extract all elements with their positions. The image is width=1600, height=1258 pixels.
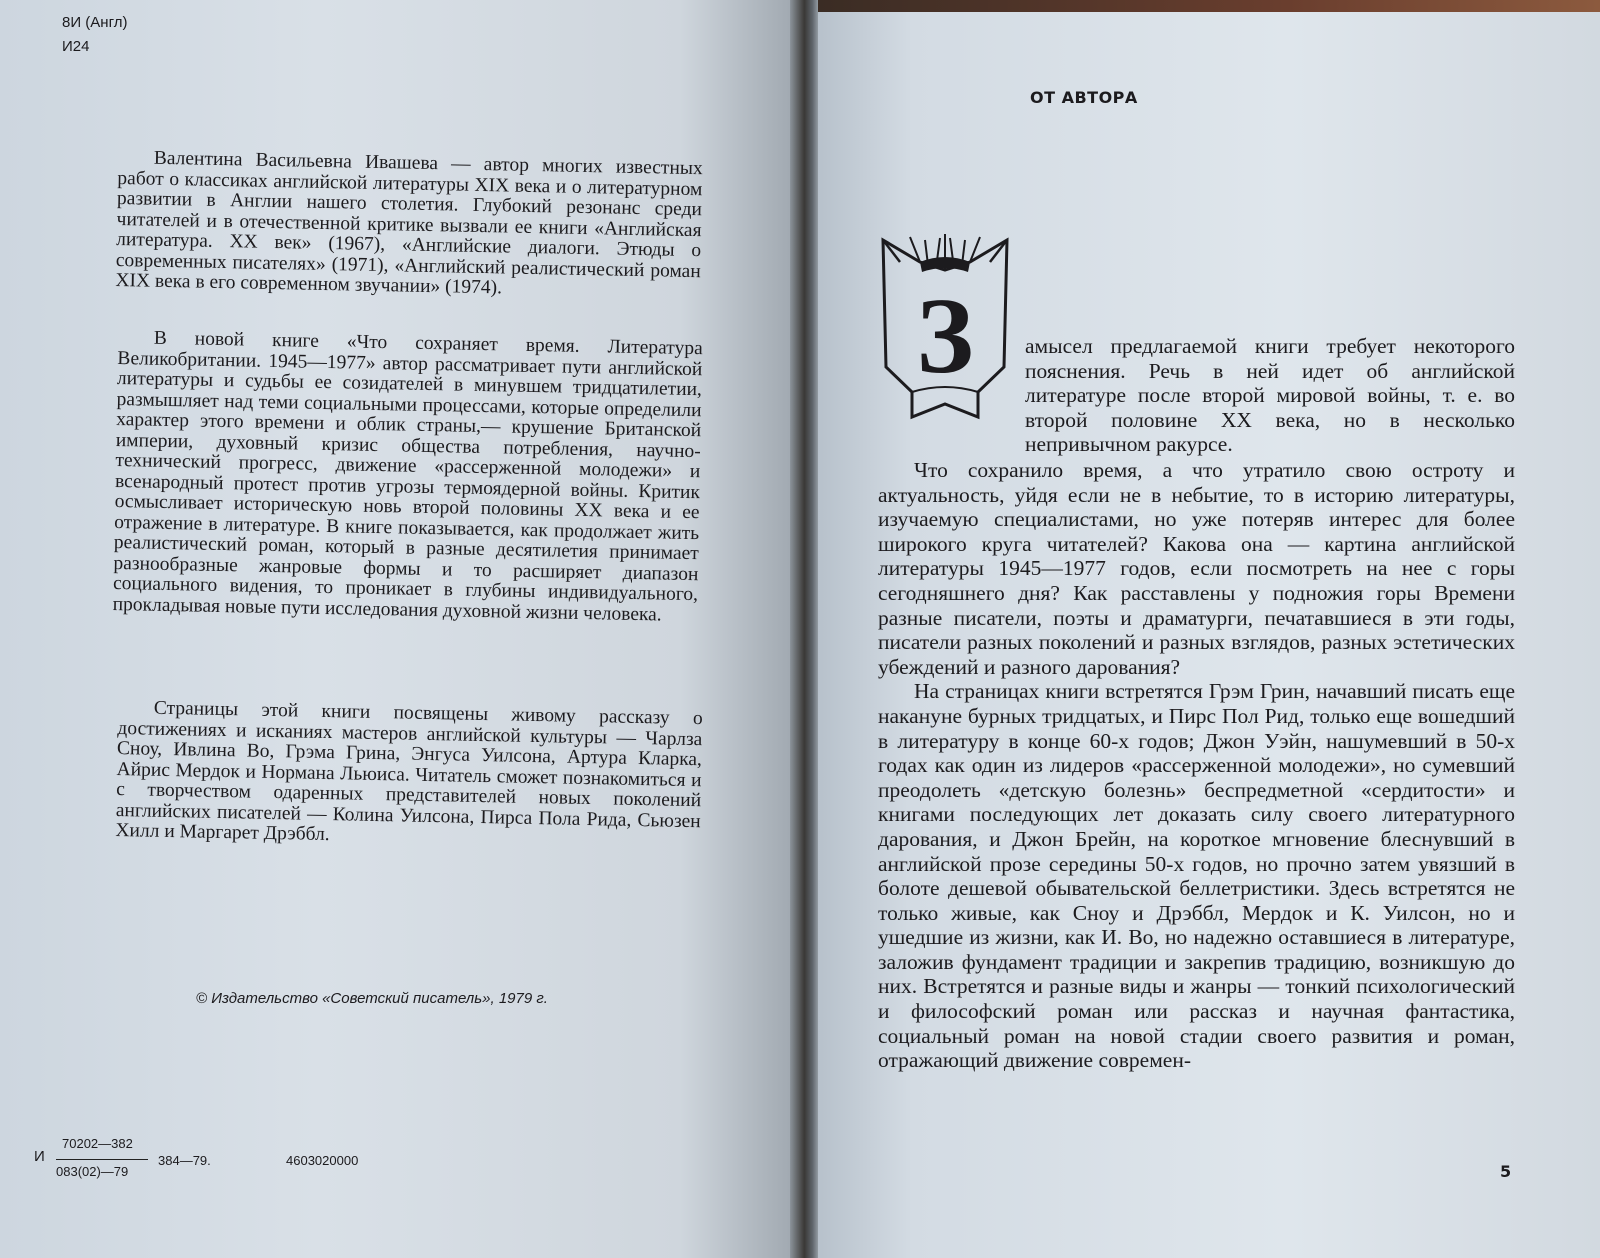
intro-paragraph-3: На страницах книги встретятся Грэм Грин, начавший писать еще накануне бурных тридцатых, и Пирс Пол Рид, только еще вошедший в литературу в конце 60-х годов; Джон Уэйн, нашумевший в 50-х годах как один из лидеров «рассерженной молодежи», но сумевший преодолеть «детскую болезнь» беспредметной «сердитости» и книгами последующих лет доказать силу своего литературного дарования, и Джон Брейн, на короткое мгновение блеснувший в английской прозе середины 50-х годов, но прочно затем увязший в болоте дешевой обывательской беллетристики. Здесь встретятся не только живые, как Сноу и Дрэббл, Мердок и К. Уилсон, но и ушедшие из жизни, как И. Во, но надежно оставшиеся в литературе, заложив фундамент традиции и закрепив традицию, возникшую до них. Встретятся и разные виды и жанры — тонкий психологический и философский роман или рассказ и научная фантастика, социальный роман на новой стадии своего развития и роман, отражающий движение современ- (878, 679, 1515, 1073)
catalog-code-1: 8И (Англ) (62, 14, 128, 31)
page-number: 5 (1500, 1162, 1512, 1181)
intro-paragraph-first: амысел предлагаемой книги требует некоторого пояснения. Речь в ней идет об английской литературе после второй мировой войны, т. е. во второй половине XX века, но в несколько непривычном ракурсе. (1025, 334, 1515, 457)
drop-cap-letter: З (916, 277, 974, 396)
imprint-number: 4603020000 (286, 1153, 359, 1168)
annotation-paragraph-3: Страницы этой книги посвящены живому рассказу о достижениях и исканиях мастеров английской культуры — Чарлза Сноу, Ивлина Во, Грэма Грина, Энгуса Уилсона, Артура Кларка, Айрис Мердок и Нормана Льюиса. Читатель сможет познакомиться и с творчеством одаренных представителей новых поколений английских писателей — Колина Уилсона, Пирса Пола Рида, Сьюзен Хилл и Маргарет Дрэббл. (115, 697, 703, 846)
imprint-fraction-line (56, 1159, 148, 1160)
intro-body (878, 458, 1515, 1073)
intro-paragraph-2: Что сохранило время, а что утратило свою остроту и актуальность, уйдя если не в небытие, то в историю литературы, изучаемую специалистами, но уже потеряв интерес для более широкого круга читателей? Какова она — картина английской литературы 1945—1977 годов, если посмотреть на нее с горы сегодняшнего дня? Как расставлены у подножия горы Времени разные писатели, поэты и драматурги, печатавшиеся в эти годы, писатели разных поколений и разных взглядов, разных эстетических убеждений и разного дарования? (878, 458, 1515, 679)
book-emblem-icon (880, 232, 1010, 427)
imprint-numerator: 70202—382 (62, 1136, 133, 1151)
annotation-paragraph-1: Валентина Васильевна Ивашева — автор многих известных работ о классиках английской литературы XIX века и о литературном развитии в Англии нашего столетия. Глубокий резонанс среди читателей и в отечественной критике вызвали ее книги «Английская литература. XX век» (1967), «Английские диалоги. Этюды о современных писателях» (1971), «Английский реалистический роман XIX века в его современном звучании» (1974). (115, 147, 703, 299)
copyright-notice: © Издательство «Советский писатель», 1979 г. (196, 990, 548, 1007)
annotation-paragraph-2: В новой книге «Что сохраняет время. Литература Великобритании. 1945—1977» автор рассматривает пути английской литературы и судьбы ее созидателей в минувшем тридцатилетии, размышляет над теми социальными процессами, которые определили характер этого времени и облик страны,— крушение Британской империи, духовный кризис общества потребления, научно-технический прогресс, движение «рассерженной молодежи» и всенародный протест против угрозы термоядерной войны. Критик осмысливает историческую новь второй половины XX века и ее отражение в литературе. В книге показывается, как продолжает жить реалистический роман, который в разные десятилетия принимает разнообразные жанровые формы и то расширяет диапазон социального видения, то проникает в глубины индивидуального, прокладывая новые пути исследования духовной жизни человека. (112, 327, 703, 625)
imprint-code: 384—79. (158, 1153, 211, 1168)
imprint-letter: И (34, 1148, 45, 1165)
drop-cap-ornament (880, 232, 1010, 427)
imprint-denominator: 083(02)—79 (56, 1164, 129, 1179)
section-title: ОТ АВТОРА (1030, 88, 1138, 107)
catalog-code-2: И24 (62, 38, 90, 55)
